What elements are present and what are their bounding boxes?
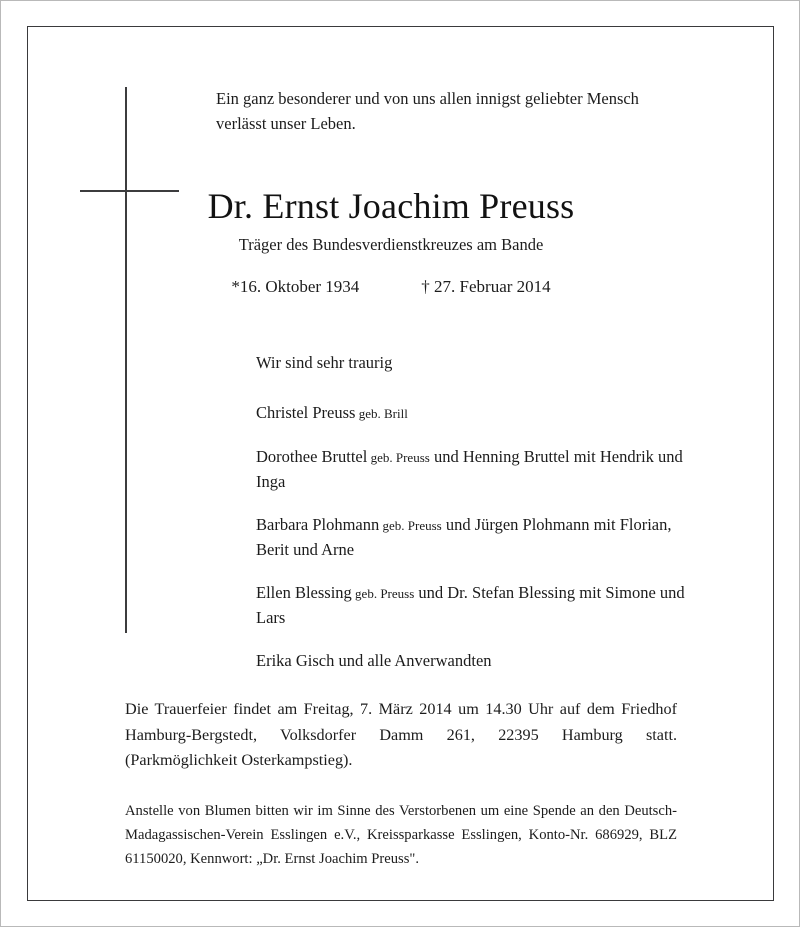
- funeral-info-text: Die Trauerfeier findet am Freitag, 7. März 2014 um 14.30 Uhr auf dem Friedhof Hamburg-Bergstedt, Volksdorfer Damm 261, 22395 Hamburg statt. (Parkmöglichkeit Osterkampstieg).: [125, 700, 677, 769]
- donation-info-text: Anstelle von Blumen bitten wir im Sinne des Verstorbenen um eine Spende an den Deutsch-Madagassischen-Verein Esslingen e.V., Kreissparkasse Esslingen, Konto-Nr. 686929, BLZ 61150020, Kennwort: „Dr. Ernst Joachim Preuss".: [125, 802, 677, 867]
- mourner-entry: [256, 445, 686, 494]
- mourner-entry: [256, 581, 686, 630]
- mourner-rest: und Dr. Stefan Blessing mit Simone und Lars: [256, 583, 685, 627]
- name-block: [101, 184, 681, 256]
- mourner-name: Ellen Blessing: [256, 583, 352, 602]
- mourner-nee: geb. Preuss: [379, 518, 442, 533]
- mourner-nee: geb. Preuss: [367, 450, 430, 465]
- mourner-nee: geb. Brill: [355, 406, 408, 421]
- life-dates: [101, 275, 681, 299]
- mourner-nee: geb. Preuss: [351, 586, 415, 601]
- honorific-text: Träger des Bundesverdienstkreuzes am Bande: [238, 235, 544, 254]
- christian-cross-icon: [125, 87, 127, 633]
- mourner-entry: [256, 513, 686, 562]
- mourners-section: [256, 351, 686, 674]
- mourner-rest: und alle Anverwandten: [334, 651, 492, 670]
- footer-section: [125, 697, 677, 871]
- deceased-name: Dr. Ernst Joachim Preuss: [207, 186, 575, 226]
- mourner-name: Erika Gisch: [256, 651, 335, 670]
- birth-date: *16. Oktober 1934: [231, 277, 360, 296]
- mourner-name: Barbara Plohmann: [256, 515, 380, 534]
- mourners-lead-text: Wir sind sehr traurig: [256, 353, 393, 372]
- intro-text: Ein ganz besonderer und von uns allen innigst geliebter Mensch verlässt unser Leben.: [216, 89, 639, 133]
- mourner-rest: und Henning Bruttel mit Hendrik und Inga: [256, 447, 683, 491]
- mourner-name: Dorothee Bruttel: [256, 447, 368, 466]
- mourner-name: Christel Preuss: [256, 403, 356, 422]
- mourner-entry: [256, 401, 686, 426]
- death-date: † 27. Februar 2014: [421, 277, 551, 296]
- mourner-rest: und Jürgen Plohmann mit Florian, Berit und Arne: [256, 515, 672, 559]
- mourner-entry: [256, 649, 686, 674]
